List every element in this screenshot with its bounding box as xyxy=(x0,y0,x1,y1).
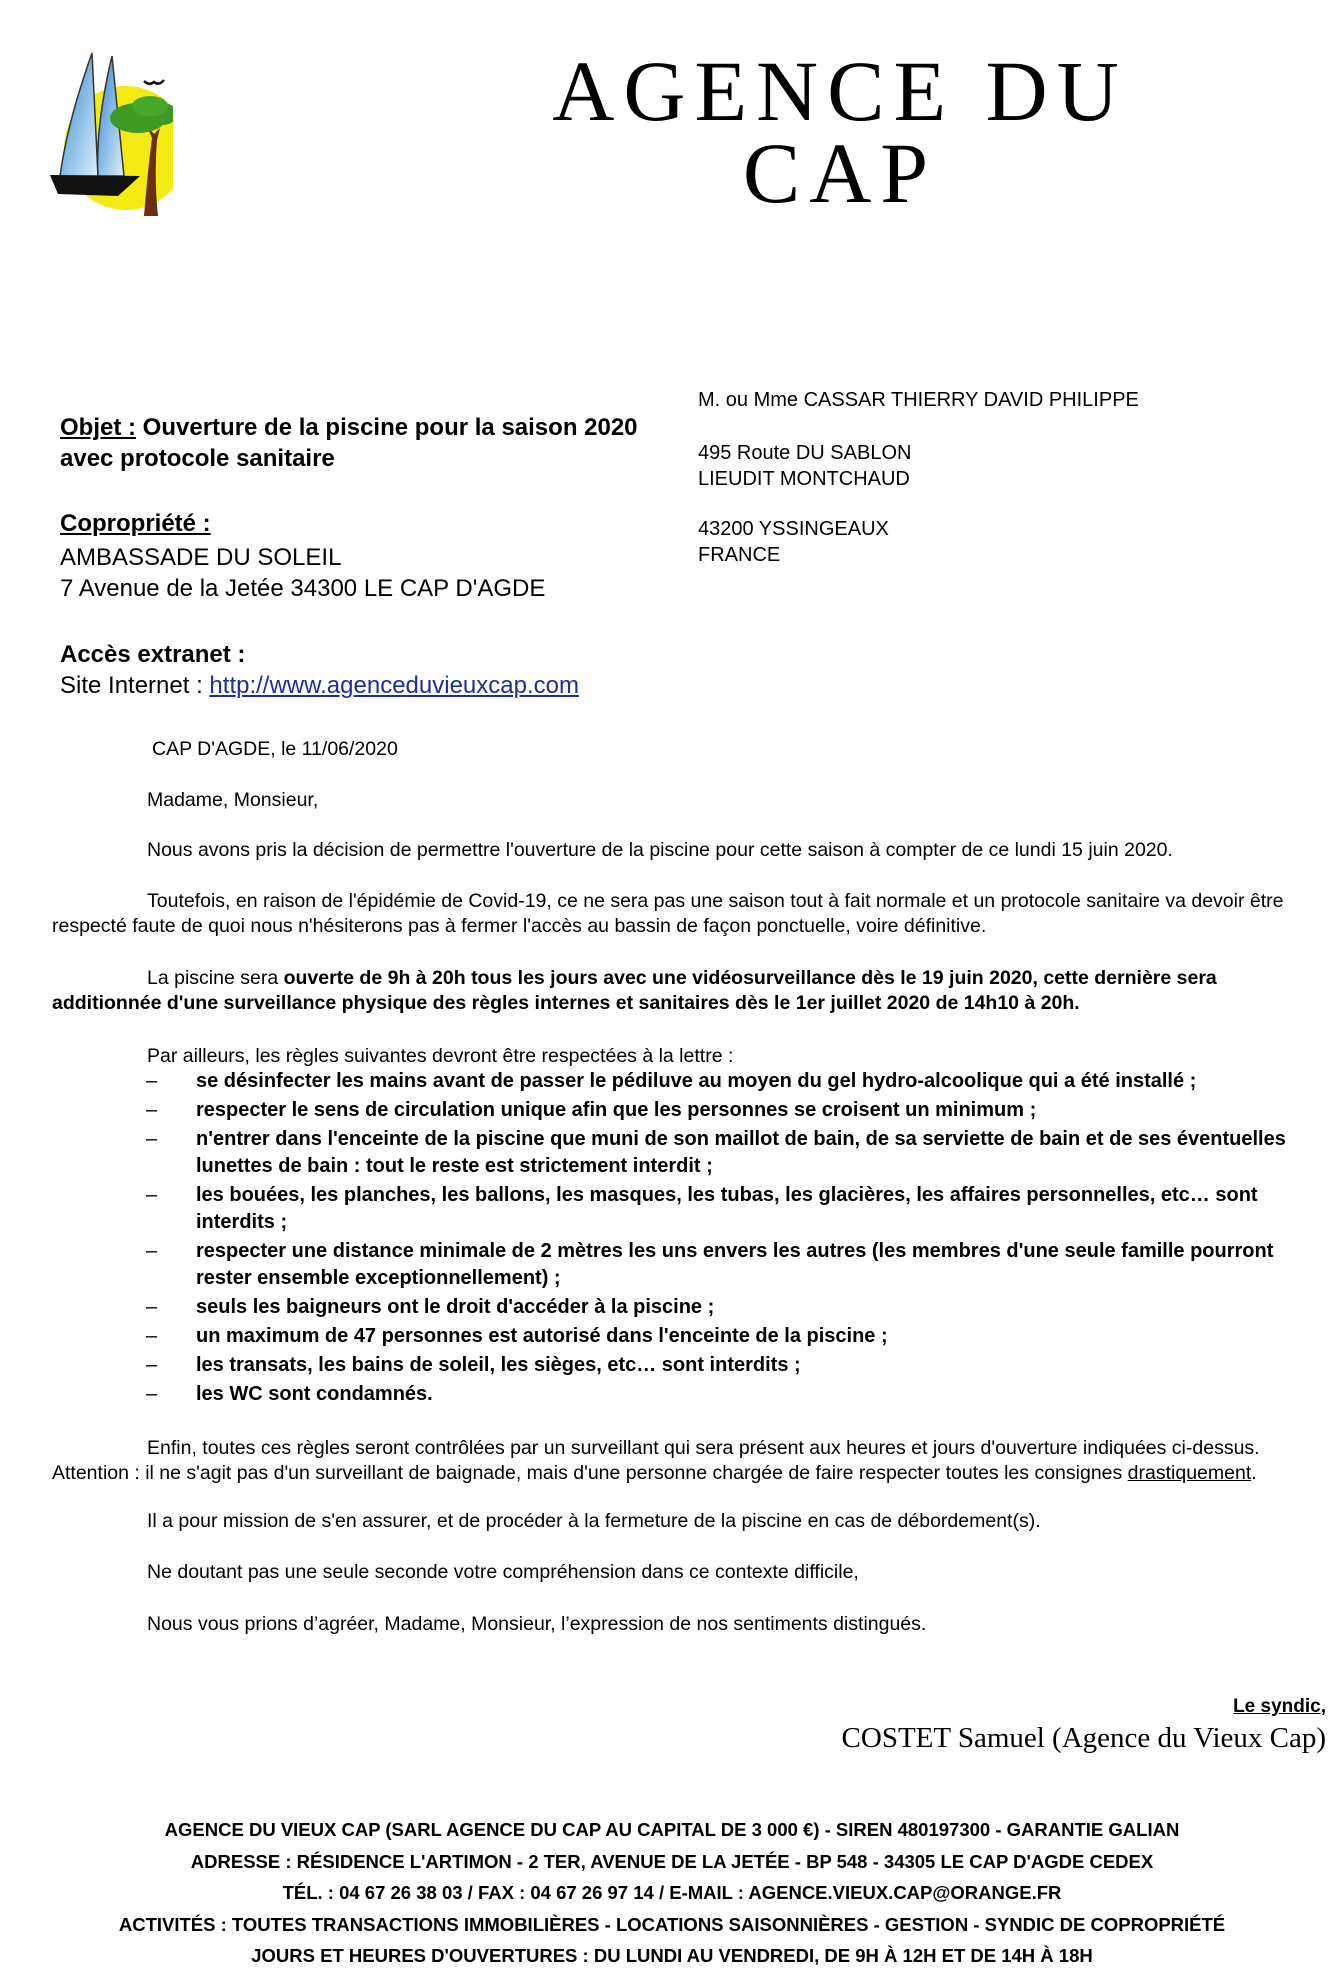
rule-item: – respecter le sens de circulation unique afin que les personnes se croisent un minimum ; xyxy=(146,1097,1296,1124)
footer-company: AGENCE DU VIEUX CAP (SARL AGENCE DU CAP AU CAPITAL DE 3 000 €) - SIREN 480197300 - GARANTIE GALIAN xyxy=(164,1819,1180,1840)
paragraph-mission: Il a pour mission de s'en assurer, et de procéder à la fermeture de la piscine en cas de débordement(s). xyxy=(147,1510,1041,1532)
rule-item: – un maximum de 47 personnes est autorisé dans l'enceinte de la piscine ; xyxy=(146,1323,1296,1350)
copropriete-address: 7 Avenue de la Jetée 34300 LE CAP D'AGDE xyxy=(60,575,546,602)
rule-item: – se désinfecter les mains avant de passer le pédiluve au moyen du gel hydro-alcoolique qui a été installé ; xyxy=(146,1068,1296,1095)
paragraph-closing: Nous vous prions d’agréer, Madame, Monsieur, l’expression de nos sentiments distingués. xyxy=(147,1613,927,1635)
footer xyxy=(0,1814,1344,1972)
paragraph-hours xyxy=(52,966,1288,1016)
rule-item: – les transats, les bains de soleil, les sièges, etc… sont interdits ; xyxy=(146,1352,1296,1379)
rules-intro: Par ailleurs, les règles suivantes devront être respectées à la lettre : xyxy=(147,1045,734,1067)
rule-item: – respecter une distance minimale de 2 mètres les uns envers les autres (les membres d'une seule famille pourront rester ensemble exceptionnellement) ; xyxy=(146,1238,1296,1292)
extranet-site xyxy=(60,672,579,700)
subject-block xyxy=(60,412,680,474)
footer-address: ADRESSE : RÉSIDENCE L'ARTIMON - 2 TER, AVENUE DE LA JETÉE - BP 548 - 34305 LE CAP D'AGDE CEDEX xyxy=(190,1850,1154,1872)
rules-list xyxy=(146,1068,1296,1410)
footer-activities: ACTIVITÉS : TOUTES TRANSACTIONS IMMOBILIÈRES - LOCATIONS SAISONNIÈRES - GESTION - SYNDIC DE COPROPRIÉTÉ xyxy=(118,1913,1226,1935)
website-link[interactable]: http://www.agenceduvieuxcap.com xyxy=(209,672,579,699)
signature-role: Le syndic, xyxy=(1233,1696,1326,1717)
hours-prefix: La piscine sera xyxy=(147,967,284,989)
rule-item: – seuls les baigneurs ont le droit d'accéder à la piscine ; xyxy=(146,1294,1296,1321)
paragraph-surveillance xyxy=(52,1436,1288,1486)
agency-title-line2: CAP xyxy=(742,125,938,221)
recipient-name: M. ou Mme CASSAR THIERRY DAVID PHILIPPE xyxy=(698,389,1139,411)
footer-hours: JOURS ET HEURES D'OUVERTURES : DU LUNDI AU VENDREDI, DE 9H À 12H ET DE 14H À 18H xyxy=(251,1945,1093,1966)
paragraph-opening: Nous avons pris la décision de permettre l'ouverture de la piscine pour cette saison à compter de ce lundi 15 juin 2020. xyxy=(147,839,1173,861)
salutation: Madame, Monsieur, xyxy=(147,789,319,811)
rule-item: – les bouées, les planches, les ballons, les masques, les tubas, les glacières, les affaires personnelles, etc… sont interdits ; xyxy=(146,1182,1296,1236)
surveillance-underlined: drastiquement xyxy=(1127,1462,1252,1484)
footer-contact: TÉL. : 04 67 26 38 03 / FAX : 04 67 26 97 14 / E-MAIL : AGENCE.VIEUX.CAP@ORANGE.FR xyxy=(282,1882,1062,1903)
copropriete-name: AMBASSADE DU SOLEIL xyxy=(60,544,342,571)
rule-item: – les WC sont condamnés. xyxy=(146,1381,1296,1408)
paragraph-understanding: Ne doutant pas une seule seconde votre compréhension dans ce contexte difficile, xyxy=(147,1561,859,1583)
surveillance-end: . xyxy=(1251,1462,1257,1484)
copropriete-label: Copropriété : xyxy=(60,510,211,537)
subject-label: Objet : xyxy=(60,414,136,441)
extranet-label: Accès extranet : xyxy=(60,641,246,668)
agency-title-line1: AGENCE DU xyxy=(552,43,1128,139)
recipient-city: 43200 YSSINGEAUX xyxy=(698,518,889,540)
recipient-country: FRANCE xyxy=(698,544,781,566)
site-label: Site Internet : xyxy=(60,672,203,699)
sailboat-sun-tree-logo xyxy=(48,48,173,218)
paragraph-covid: Toutefois, en raison de l'épidémie de Covid-19, ce ne sera pas une saison tout à fait normale et un protocole sanitaire va devoir être respecté faute de quoi nous n'hésiterons pas à fermer l'accès au bassin de façon ponctuelle, voire définitive. xyxy=(52,890,1284,937)
subject-text: Ouverture de la piscine pour la saison 2020 avec protocole sanitaire xyxy=(60,414,638,472)
signature-name: COSTET Samuel (Agence du Vieux Cap) xyxy=(841,1722,1326,1754)
recipient-lieudit: LIEUDIT MONTCHAUD xyxy=(698,468,910,490)
surveillance-text: Enfin, toutes ces règles seront contrôlées par un surveillant qui sera présent aux heures et jours d'ouverture indiquées ci-dessus. Attention : il ne s'agit pas d'un surveillant de baignade, mais d'une personne chargée de faire respecter toutes les consignes xyxy=(52,1437,1260,1484)
place-date: CAP D'AGDE, le 11/06/2020 xyxy=(152,738,398,760)
hours-bold: ouverte de 9h à 20h tous les jours avec une vidéosurveillance dès le 19 juin 2020, cette dernière sera additionnée d'une surveillance physique des règles internes et sanitaires dès le 1er juillet 2020 de 14h10 à 20h. xyxy=(52,967,1217,1014)
rule-item: – n'entrer dans l'enceinte de la piscine que muni de son maillot de bain, de sa serviette de bain et de ses éventuelles lunettes de bain : tout le reste est strictement interdit ; xyxy=(146,1126,1296,1180)
recipient-street: 495 Route DU SABLON xyxy=(698,442,912,464)
